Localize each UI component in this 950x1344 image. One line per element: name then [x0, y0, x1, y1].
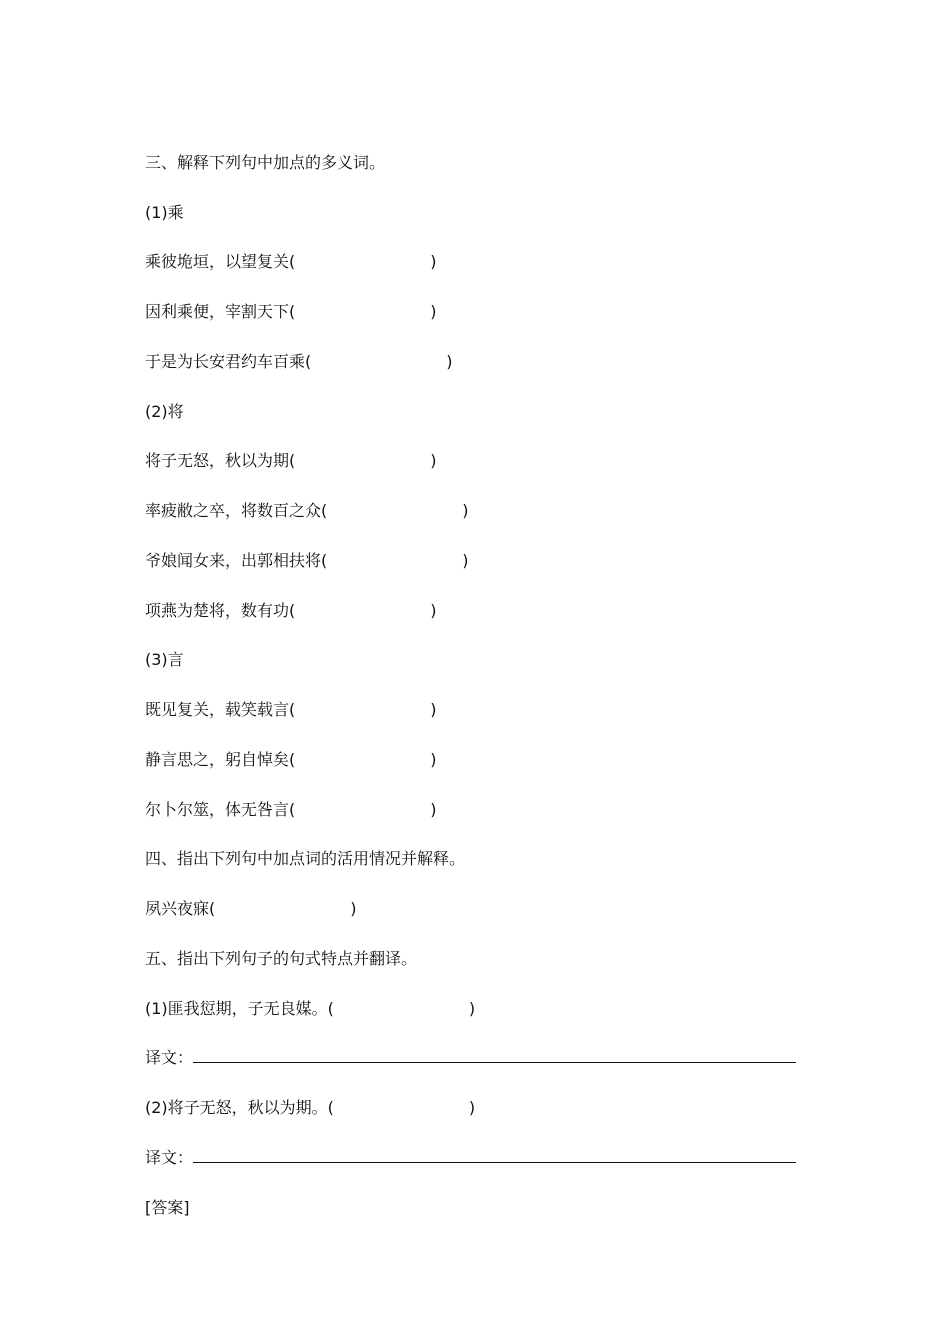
- word1-item-1-text: 乘彼垝垣，以望复关(: [145, 252, 296, 271]
- word1-item-3-text: 于是为长安君约车百乘(: [145, 352, 312, 371]
- close-paren: ): [430, 252, 437, 271]
- word2-item-3: [145, 549, 469, 573]
- word2-item-2-text: 率疲敝之卒，将数百之众(: [145, 501, 328, 520]
- word2-item-1-text: 将子无怒，秋以为期(: [145, 451, 296, 470]
- word3-title: [145, 648, 184, 672]
- word2-item-3-text: 爷娘闻女来，出郭相扶将(: [145, 551, 328, 570]
- section4-heading: [145, 847, 465, 871]
- section4-item-1-text: 夙兴夜寐(: [145, 899, 216, 918]
- word1-item-3: [145, 350, 453, 374]
- word3-item-1: [145, 698, 437, 722]
- section4-item-1: [145, 897, 357, 921]
- translation-input-line[interactable]: [193, 1146, 796, 1163]
- word2-item-4-text: 项燕为楚将，数有功(: [145, 601, 296, 620]
- word2-item-2: [145, 499, 469, 523]
- word3-item-3-text: 尔卜尔筮，体无咎言(: [145, 800, 296, 819]
- close-paren: ): [350, 899, 357, 918]
- close-paren: ): [462, 501, 469, 520]
- close-paren: ): [430, 302, 437, 321]
- section5-q1: [145, 997, 475, 1021]
- section5-q1-text: (1)匪我愆期，子无良媒。(: [145, 999, 334, 1018]
- close-paren: ): [430, 601, 437, 620]
- word1-item-1: [145, 250, 437, 274]
- word2-title-text: (2)将: [145, 402, 184, 421]
- word3-item-1-text: 既见复关，载笑载言(: [145, 700, 296, 719]
- answer-heading: [145, 1196, 190, 1220]
- translation-label: 译文：: [145, 1048, 194, 1067]
- section5-heading-text: 五、指出下列句子的句式特点并翻译。: [145, 949, 418, 968]
- word2-title: [145, 400, 184, 424]
- close-paren: ): [430, 750, 437, 769]
- close-paren: ): [446, 352, 453, 371]
- translation-label: 译文：: [145, 1148, 194, 1167]
- word3-item-2-text: 静言思之，躬自悼矣(: [145, 750, 296, 769]
- close-paren: ): [468, 999, 476, 1018]
- section5-q2: [145, 1096, 475, 1120]
- section3-heading: [145, 151, 385, 175]
- word3-item-2: [145, 748, 437, 772]
- close-paren: ): [468, 1098, 476, 1117]
- section3-heading-text: 三、解释下列句中加点的多义词。: [145, 153, 386, 172]
- close-paren: ): [430, 800, 437, 819]
- word3-item-3: [145, 798, 437, 822]
- section5-q2-text: (2)将子无怒，秋以为期。(: [145, 1098, 334, 1117]
- word2-item-1: [145, 449, 437, 473]
- translation-input-line[interactable]: [193, 1046, 796, 1063]
- translation-2: [145, 1146, 796, 1170]
- section4-heading-text: 四、指出下列句中加点词的活用情况并解释。: [145, 849, 466, 868]
- word2-item-4: [145, 599, 437, 623]
- word1-item-2: [145, 300, 437, 324]
- word1-title-text: (1)乘: [145, 203, 184, 222]
- close-paren: ): [430, 451, 437, 470]
- word1-item-2-text: 因利乘便，宰割天下(: [145, 302, 296, 321]
- word1-title: [145, 201, 184, 225]
- close-paren: ): [462, 551, 469, 570]
- close-paren: ): [430, 700, 437, 719]
- answer-label: [答案]: [145, 1198, 190, 1217]
- translation-1: [145, 1046, 796, 1070]
- word3-title-text: (3)言: [145, 650, 184, 669]
- section5-heading: [145, 947, 417, 971]
